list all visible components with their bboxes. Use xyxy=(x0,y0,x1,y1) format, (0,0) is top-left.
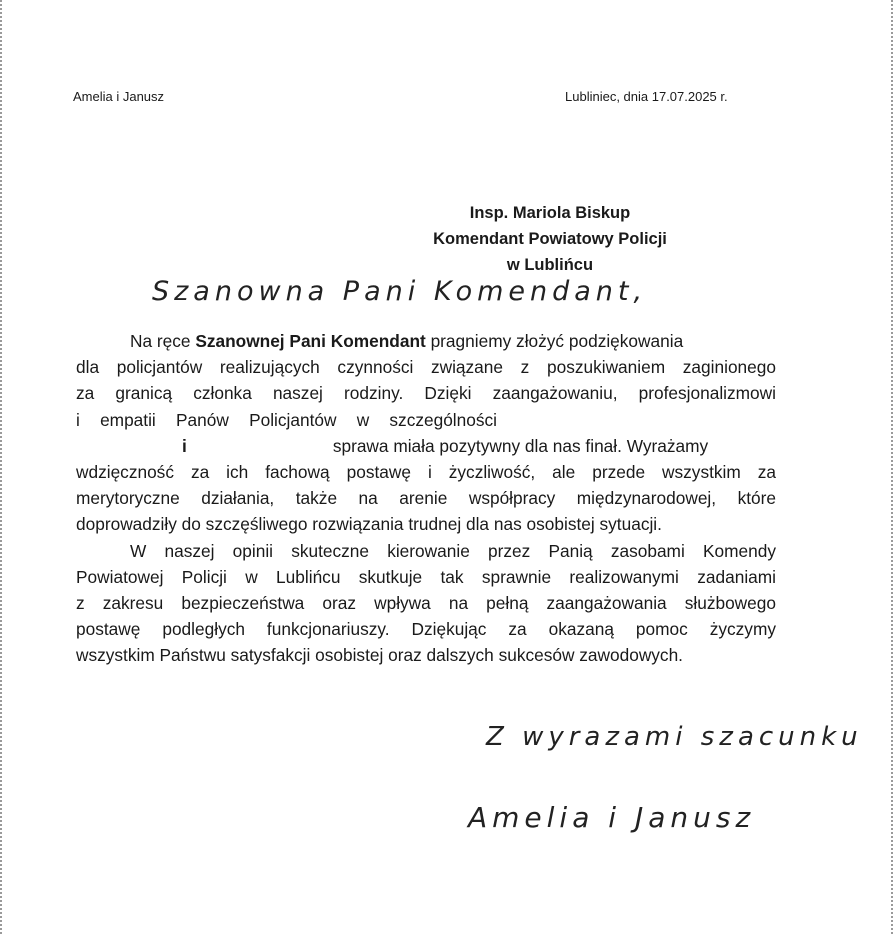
addressee-name: Insp. Mariola Biskup xyxy=(469,204,631,222)
page-edge-left xyxy=(0,0,2,936)
body-line: za granicą członka naszej rodziny. Dzięki zaangażowaniu, profesjonalizmowi xyxy=(76,383,776,404)
handwritten-closing: Z wyrazami szacunku xyxy=(486,722,863,752)
body-line xyxy=(76,328,776,354)
body-line: dla policjantów realizujących czynności związane z poszukiwaniem zaginionego xyxy=(76,357,776,378)
body-line: wszystkim Państwu satysfakcji osobistej oraz dalszych sukcesów zawodowych. xyxy=(76,645,683,666)
body-conjunction: i xyxy=(182,435,187,456)
redacted-name xyxy=(76,441,182,453)
body-text: sprawa miała pozytywny dla nas finał. Wyrażamy xyxy=(332,435,709,456)
body-emphasis: Szanownej Pani Komendant xyxy=(195,331,426,351)
addressee-location: w Lublińcu xyxy=(506,256,594,274)
redacted-name xyxy=(187,441,333,453)
sender-name: Amelia i Janusz xyxy=(73,89,165,104)
body-text: Na ręce xyxy=(130,331,196,351)
body-line: z zakresu bezpieczeństwa oraz wpływa na pełną zaangażowania służbowego xyxy=(76,592,776,613)
body-line: W naszej opinii skuteczne kierowanie przez Panią zasobami Komendy xyxy=(130,540,776,561)
body-line: wdzięczność za ich fachową postawę i życzliwość, ale przede wszystkim za xyxy=(76,461,776,482)
body-text: pragniemy złożyć podziękowania xyxy=(425,331,684,351)
body-line: merytoryczne działania, także na arenie współpracy międzynarodowej, które xyxy=(76,488,776,509)
handwritten-signature: Amelia i Janusz xyxy=(468,801,756,834)
handwritten-salutation: Szanowna Pani Komendant, xyxy=(152,276,648,307)
addressee-title: Komendant Powiatowy Policji xyxy=(433,230,667,248)
body-line: postawę podległych funkcjonariuszy. Dziękując za okazaną pomoc życzymy xyxy=(76,619,776,640)
body-line: i empatii Panów Policjantów w szczególności xyxy=(76,409,497,430)
body-line: Powiatowej Policji w Lublińcu skutkuje tak sprawnie realizowanymi zadaniami xyxy=(76,566,776,587)
place-date: Lubliniec, dnia 17.07.2025 r. xyxy=(565,89,728,104)
addressee-block xyxy=(400,200,700,278)
body-line: doprowadziły do szczęśliwego rozwiązania trudnej dla nas osobistej sytuacji. xyxy=(76,514,662,535)
body-line xyxy=(76,433,776,459)
letter-body xyxy=(76,328,776,668)
